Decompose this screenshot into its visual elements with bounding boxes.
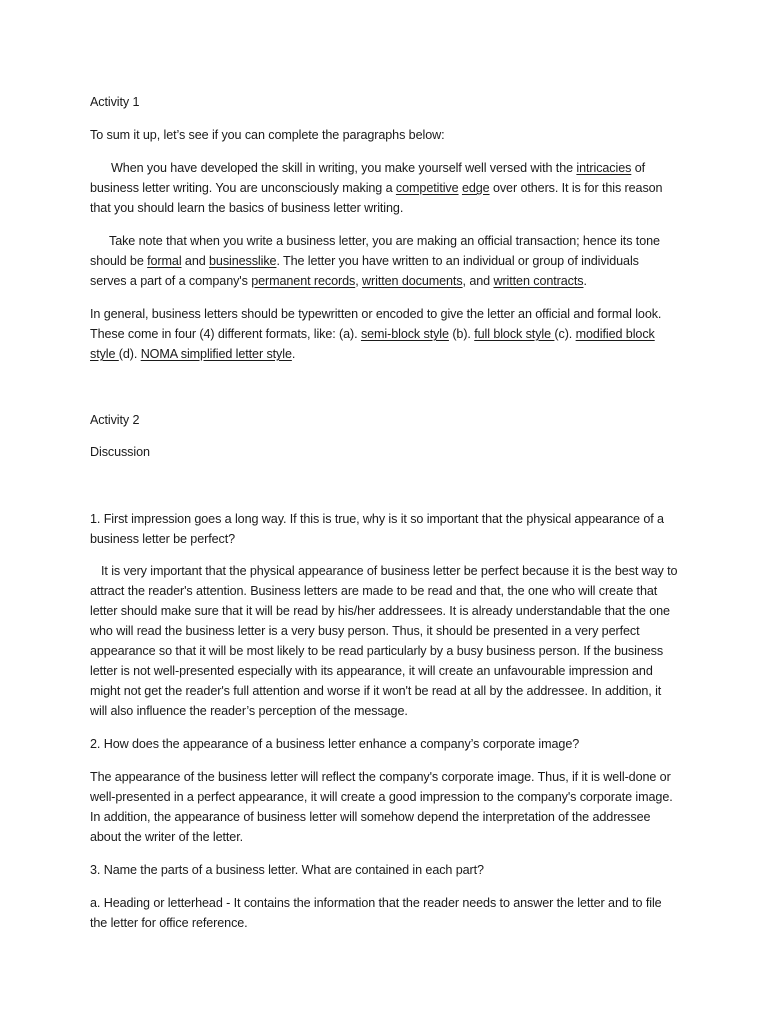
activity1-paragraph-2: Take note that when you write a business letter, you are making an official transaction; hence its tone should be formal and businesslike. The letter you have written to an individual or group of individuals serves a part of a company's permanent records, written documents, and written contracts. xyxy=(90,234,660,288)
answer-competitive: competitive xyxy=(395,181,459,195)
answer-businesslike: businesslike xyxy=(209,254,277,268)
activity1-paragraph-3: In general, business letters should be typewritten or encoded to give the letter an official and formal look. These come in four (4) different formats, like: (a). semi-block style (b). full block style (c). modified block style (d). NOMA simplified letter style. xyxy=(90,307,662,361)
answer-permanent-records: permanent records xyxy=(251,274,356,288)
document-page xyxy=(90,92,678,933)
question-1: 1. First impression goes a long way. If this is true, why is it so important that the physical appearance of a business letter be perfect? xyxy=(90,512,664,546)
answer-modified-block-style: modified block style xyxy=(90,327,655,361)
answer-intricacies: intricacies xyxy=(576,161,632,175)
activity1-heading: Activity 1 xyxy=(90,95,140,109)
answer-full-block-style: full block style xyxy=(474,327,555,341)
answer-written-documents: written documents xyxy=(362,274,463,288)
question-3: 3. Name the parts of a business letter. What are contained in each part? xyxy=(90,863,484,877)
activity2-heading: Activity 2 xyxy=(90,413,140,427)
answer-written-contracts: written contracts xyxy=(493,274,584,288)
answer-noma-simplified-letter-style: NOMA simplified letter style xyxy=(140,347,292,361)
activity2-subheading: Discussion xyxy=(90,445,150,459)
answer-formal: formal xyxy=(147,254,182,268)
answer-2: The appearance of the business letter will reflect the company's corporate image. Thus, if it is well-done or well-presented in a perfect appearance, it will create a good impression to the company's corporate image. In addition, the appearance of business letter will somehow depend the interpretation of the addressee about the writer of the letter. xyxy=(90,770,673,844)
activity1-intro: To sum it up, let’s see if you can complete the paragraphs below: xyxy=(90,128,445,142)
answer-edge: edge xyxy=(461,181,490,195)
answer-semi-block-style: semi-block style xyxy=(360,327,449,341)
answer-1: It is very important that the physical appearance of business letter be perfect because it is the best way to attract the reader's attention. Business letters are made to be read and that, the one who will create that letter should make sure that it will be read by his/her addressees. It is already understandable that the one who will read the business letter is a very busy person. Thus, it should be presented in a very perfect appearance so that it will be most likely to be read particularly by a busy business person. If the business letter is not well-presented especially with its appearance, it will create an unfavourable impression and might not get the reader's full attention and worse if it won't be read at all by the addressee. In addition, it will also influence the reader’s perception of the message. xyxy=(90,564,678,718)
answer-3a: a. Heading or letterhead - It contains the information that the reader needs to answer the letter and to file the letter for office reference. xyxy=(90,896,662,930)
question-2: 2. How does the appearance of a business letter enhance a company’s corporate image? xyxy=(90,737,580,751)
activity1-paragraph-1: When you have developed the skill in writing, you make yourself well versed with the intricacies of business letter writing. You are unconsciously making a competitive edge over others. It is for this reason that you should learn the basics of business letter writing. xyxy=(90,161,663,215)
